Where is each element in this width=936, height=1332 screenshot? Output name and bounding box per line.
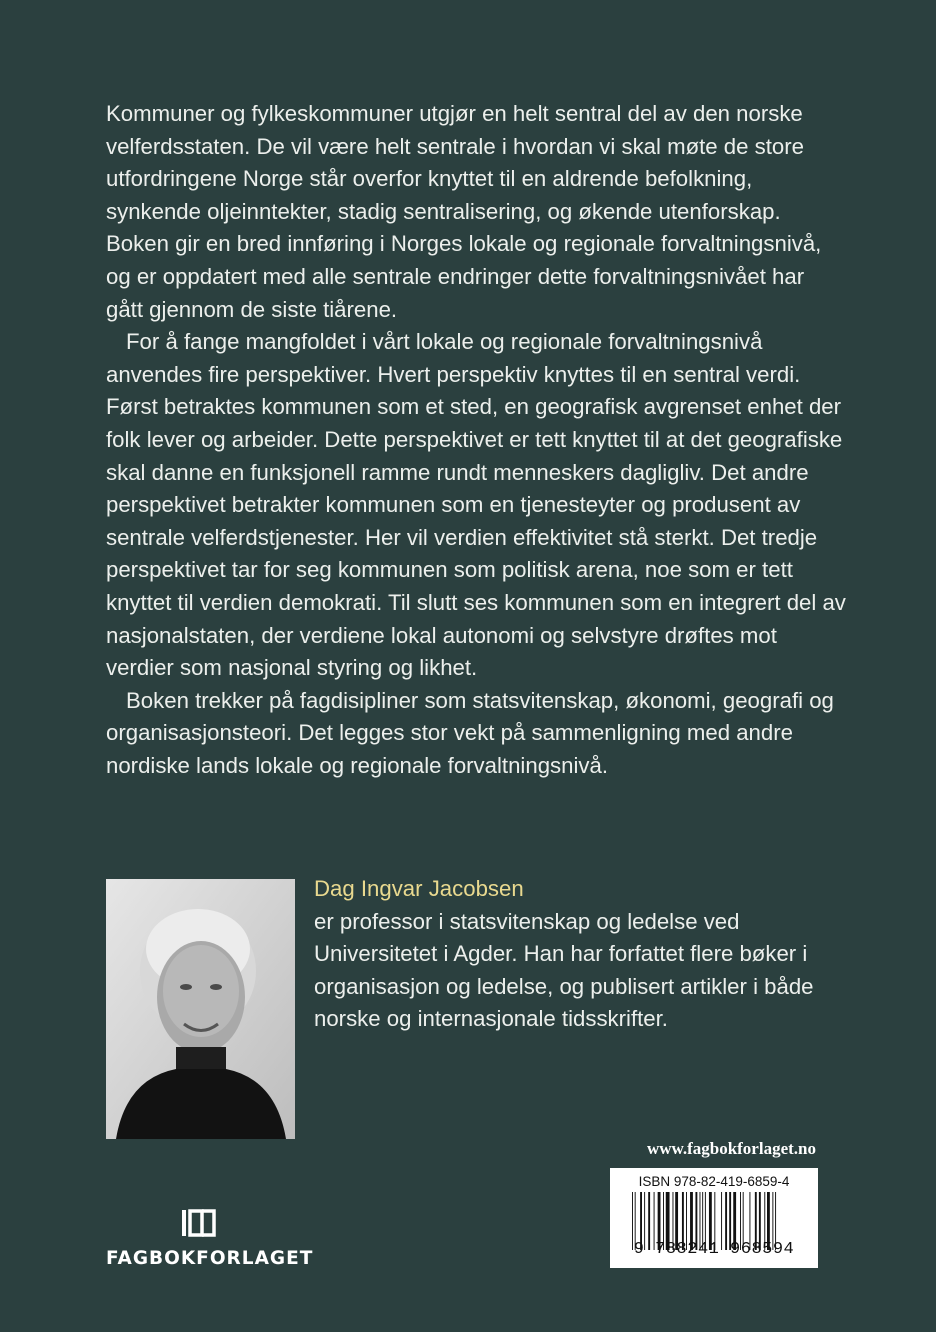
back-cover-blurb: [106, 98, 846, 782]
isbn-label: ISBN 978-82-419-6859-4: [638, 1174, 790, 1189]
author-photo: [106, 879, 295, 1139]
publisher-name: FAGBOKFORLAGET: [106, 1248, 314, 1269]
barcode-digits: 9 788241 968594: [633, 1240, 795, 1259]
publisher-website[interactable]: www.fagbokforlaget.no: [646, 1139, 816, 1158]
publisher-logo: [106, 1208, 314, 1278]
author-section: [314, 873, 854, 1036]
blurb-paragraph-3: Boken trekker på fagdisipliner som statsvitenskap, økonomi, geografi og organisasjonsteori. Det legges stor vekt på sammenligning med andre nordiske lands lokale og regionale forvaltningsnivå.: [106, 687, 834, 778]
isbn-barcode: [610, 1168, 818, 1268]
blurb-paragraph-2: For å fange mangfoldet i vårt lokale og regionale forvaltningsnivå anvendes fire perspektiver. Hvert perspektiv knyttes til en sentral verdi. Først betraktes kommunen som et sted, en geografisk avgrenset enhet der folk lever og arbeider. Dette perspektivet er tett knyttet til at det geografiske skal danne en funksjonell ramme rundt menneskers dagligliv. Det andre perspektivet betrakter kommunen som en tjenesteyter og produsent av sentrale velferdstjenester. Her vil verdien effektivitet stå sterkt. Det tredje perspektivet tar for seg kommunen som politisk arena, noe som er tett knyttet til verdien demokrati. Til slutt ses kommunen som en integrert del av nasjonalstaten, der verdiene lokal autonomi og selvstyre drøftes mot verdier som nasjonal styring og likhet.: [106, 329, 846, 681]
author-name: Dag Ingvar Jacobsen: [314, 876, 524, 901]
blurb-paragraph-1: Kommuner og fylkeskommuner utgjør en helt sentral del av den norske velferdsstaten. De vil være helt sentrale i hvordan vi skal møte de store utfordringene Norge står overfor knyttet til en aldrende befolkning, synkende oljeinntekter, stadig sentralisering, og økende utenforskap. Boken gir en bred innføring i Norges lokale og regionale forvaltningsnivå, og er oppdatert med alle sentrale endringer dette forvaltningsnivået har gått gjennom de siste tiårene.: [106, 101, 822, 322]
author-bio: er professor i statsvitenskap og ledelse ved Universitetet i Agder. Han har forfattet flere bøker i organisasjon og ledelse, og publisert artikler i både norske og internasjonale tidsskrifter.: [314, 908, 814, 1032]
book-logo-icon: [180, 1208, 224, 1238]
